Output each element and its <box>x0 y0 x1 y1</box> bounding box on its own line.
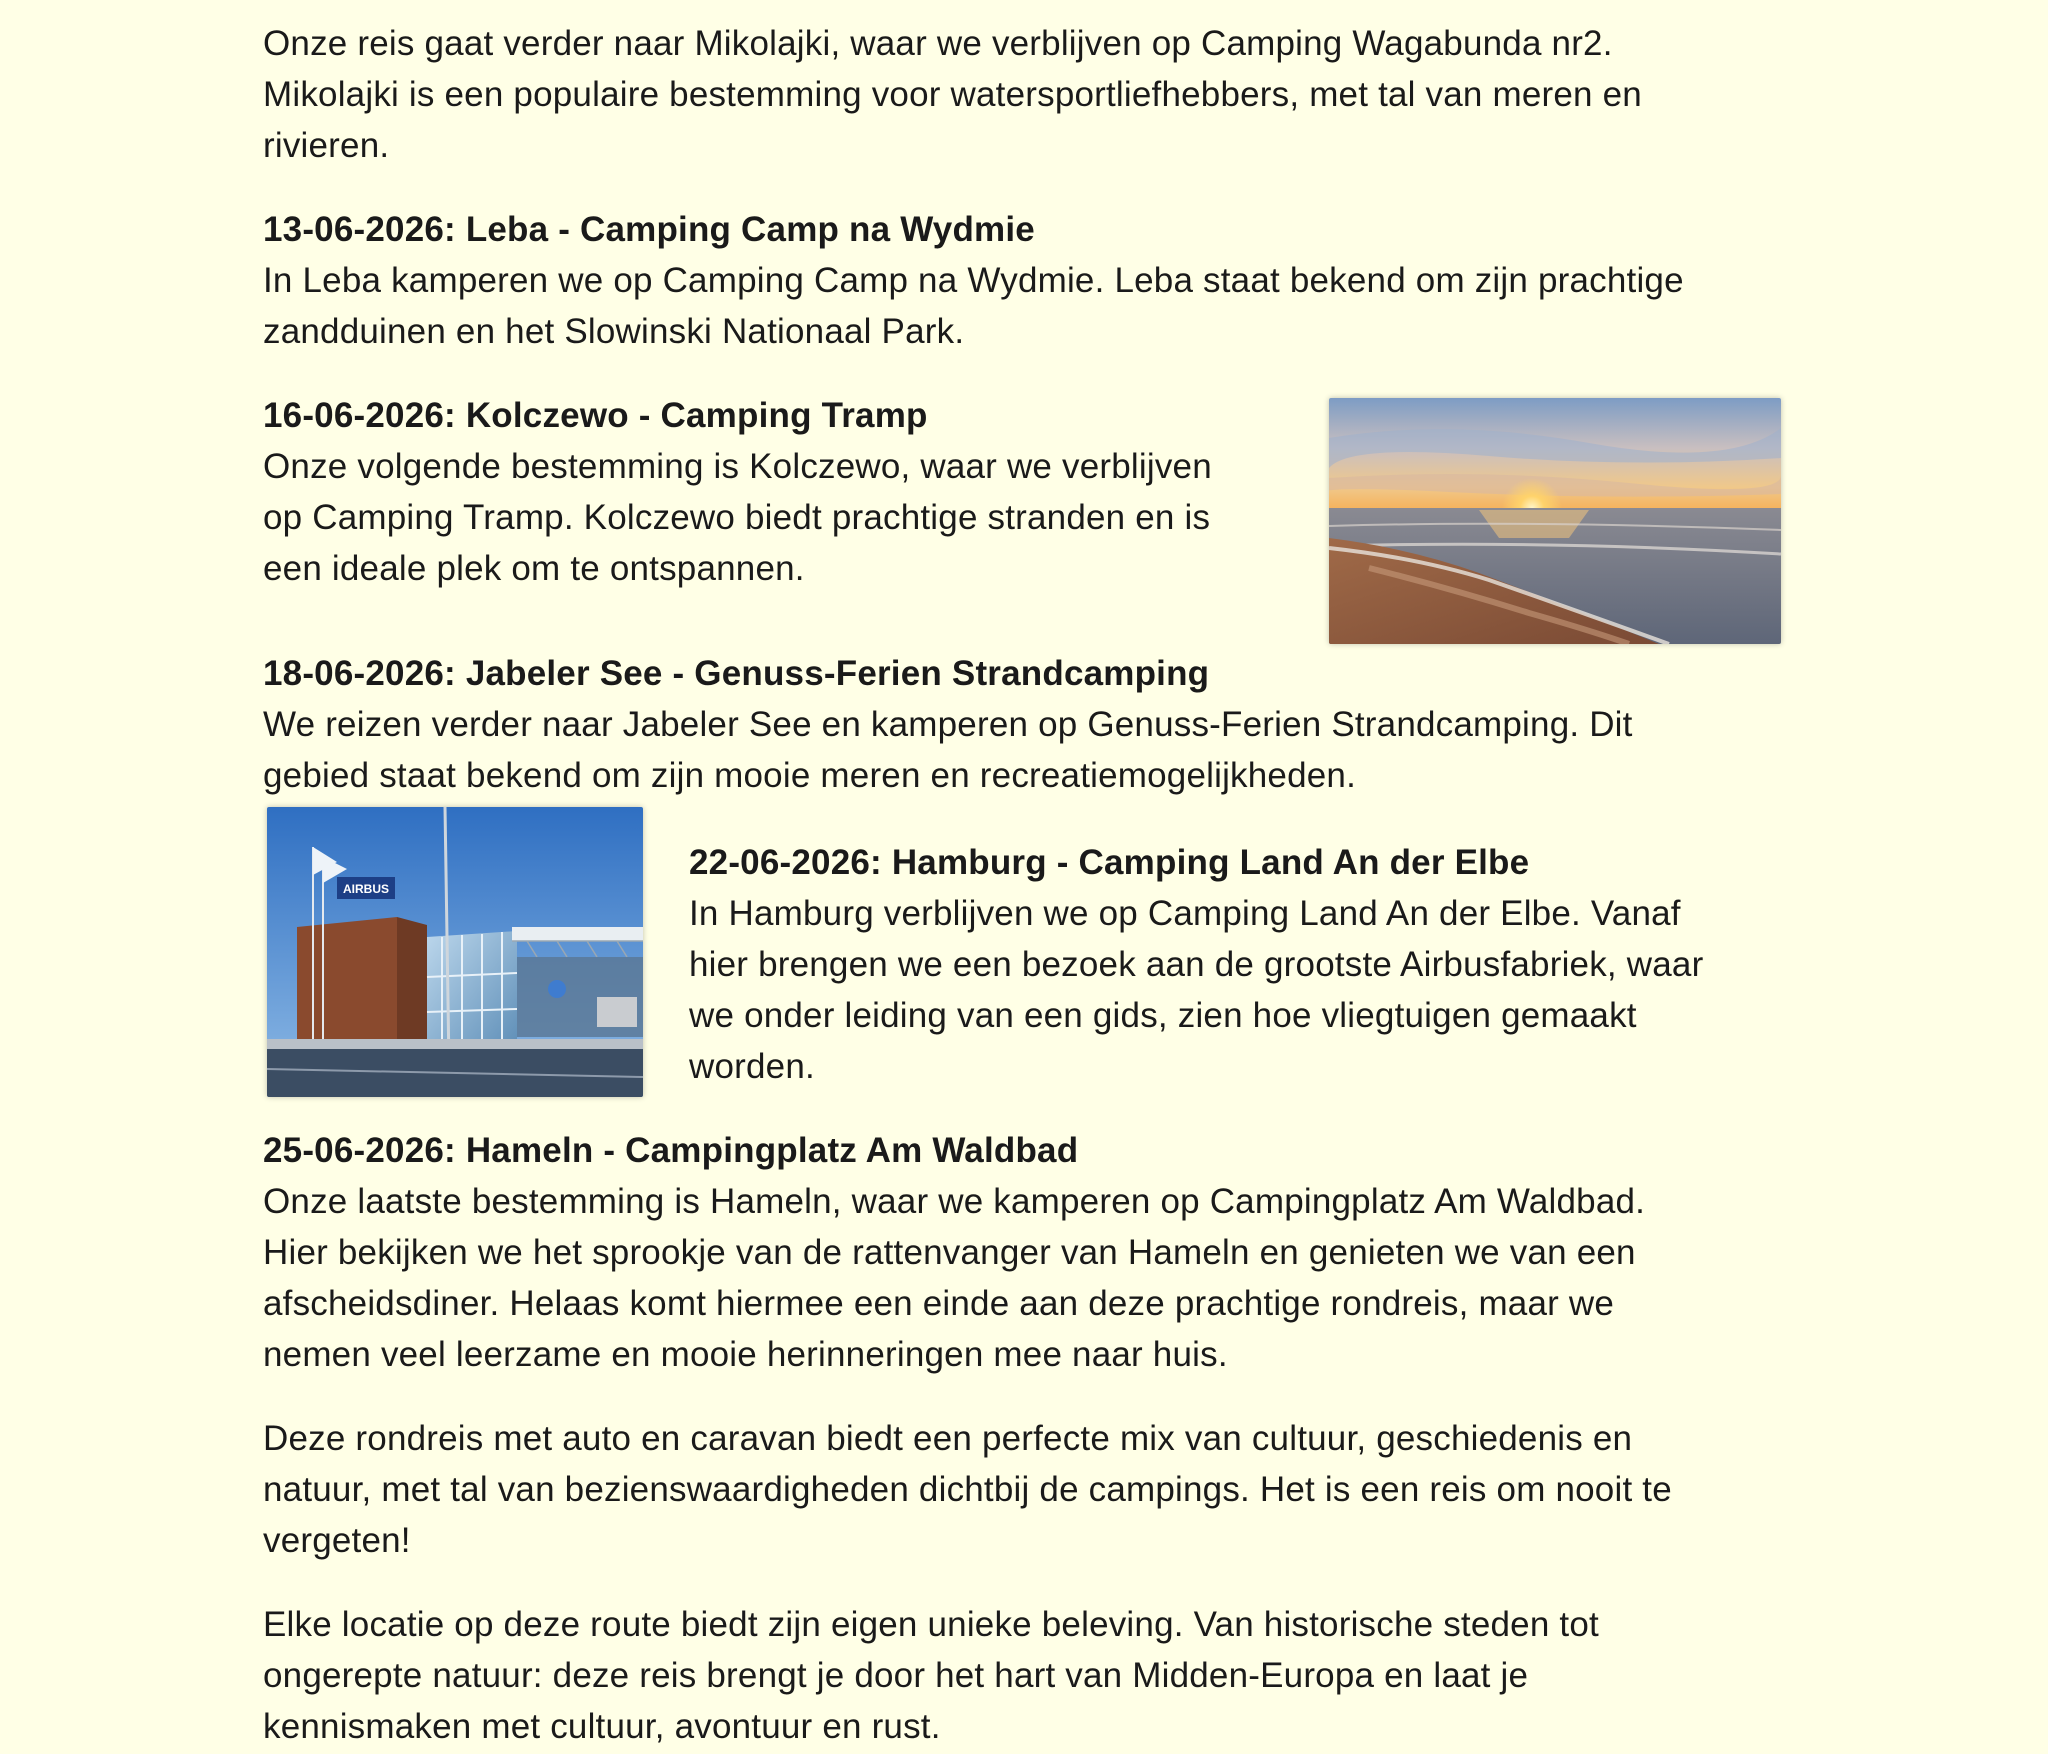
section-text-line: gebied staat bekend om zijn mooie meren en recreatiemogelijkheden. <box>263 756 1357 795</box>
intro-line: rivieren. <box>263 126 390 165</box>
intro-line: Onze reis gaat verder naar Mikolajki, waar we verblijven op Camping Wagabunda nr2. <box>263 24 1613 63</box>
section-text-line: We reizen verder naar Jabeler See en kamperen op Genuss-Ferien Strandcamping. Dit <box>263 705 1633 744</box>
section-heading-jabeler-see: 18-06-2026: Jabeler See - Genuss-Ferien Strandcamping <box>263 654 1210 693</box>
airbus-factory-image <box>267 807 643 1097</box>
section-kolczewo <box>263 390 1783 644</box>
section-text-line: op Camping Tramp. Kolczewo biedt prachtige stranden en is <box>263 498 1211 537</box>
section-text-line: Onze volgende bestemming is Kolczewo, waar we verblijven <box>263 447 1212 486</box>
section-text-line: afscheidsdiner. Helaas komt hiermee een einde aan deze prachtige rondreis, maar we <box>263 1284 1615 1323</box>
section-text-line: Hier bekijken we het sprookje van de rattenvanger van Hameln en genieten we van een <box>263 1233 1636 1272</box>
section-text-line: Onze laatste bestemming is Hameln, waar we kamperen op Campingplatz Am Waldbad. <box>263 1182 1646 1221</box>
section-heading-leba: 13-06-2026: Leba - Camping Camp na Wydmie <box>263 210 1035 249</box>
section-text-line: In Hamburg verblijven we op Camping Land An der Elbe. Vanaf <box>689 894 1681 933</box>
summary-line: natuur, met tal van bezienswaardigheden dichtbij de campings. Het is een reis om nooit te <box>263 1470 1672 1509</box>
summary-line: Deze rondreis met auto en caravan biedt een perfecte mix van cultuur, geschiedenis en <box>263 1419 1633 1458</box>
document-page <box>263 18 1783 1752</box>
closing-paragraph <box>263 1599 1783 1752</box>
section-leba <box>263 204 1783 357</box>
section-text-line: In Leba kamperen we op Camping Camp na Wydmie. Leba staat bekend om zijn prachtige <box>263 261 1684 300</box>
airbus-sign-text: AIRBUS <box>342 882 390 896</box>
closing-line: ongerepte natuur: deze reis brengt je door het hart van Midden-Europa en laat je <box>263 1656 1529 1695</box>
section-text-line: hier brengen we een bezoek aan de grootste Airbusfabriek, waar <box>689 945 1704 984</box>
summary-paragraph <box>263 1413 1783 1566</box>
section-text-line: worden. <box>689 1047 815 1086</box>
intro-line: Mikolajki is een populaire bestemming voor watersportliefhebbers, met tal van meren en <box>263 75 1642 114</box>
closing-line: kennismaken met cultuur, avontuur en rust. <box>263 1707 941 1746</box>
section-heading-hamburg: 22-06-2026: Hamburg - Camping Land An der Elbe <box>689 843 1530 882</box>
section-text-line: we onder leiding van een gids, zien hoe vliegtuigen gemaakt <box>689 996 1637 1035</box>
section-hameln <box>263 1125 1783 1380</box>
section-heading-hameln: 25-06-2026: Hameln - Campingplatz Am Waldbad <box>263 1131 1079 1170</box>
section-text-line: nemen veel leerzame en mooie herinneringen mee naar huis. <box>263 1335 1228 1374</box>
section-heading-kolczewo: 16-06-2026: Kolczewo - Camping Tramp <box>263 396 928 435</box>
intro-paragraph <box>263 18 1783 171</box>
beach-sunset-image <box>1329 398 1781 644</box>
summary-line: vergeten! <box>263 1521 411 1560</box>
section-hamburg <box>263 807 1783 1111</box>
section-jabeler-see <box>263 648 1783 801</box>
closing-line: Elke locatie op deze route biedt zijn eigen unieke beleving. Van historische steden tot <box>263 1605 1599 1644</box>
section-text-line: zandduinen en het Slowinski Nationaal Park. <box>263 312 965 351</box>
section-text-line: een ideale plek om te ontspannen. <box>263 549 805 588</box>
